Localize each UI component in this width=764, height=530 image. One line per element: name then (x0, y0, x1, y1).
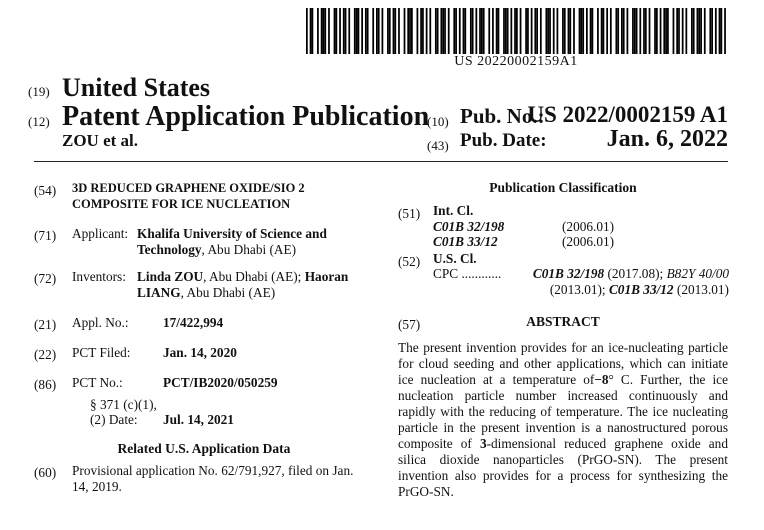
barcode-bar (324, 8, 326, 54)
barcode-bar (573, 8, 575, 54)
barcode-bar (339, 8, 341, 54)
us-cl-label: U.S. Cl. (433, 251, 477, 266)
barcode-bar (334, 8, 336, 54)
barcode-bar (507, 8, 509, 54)
inventors-label: Inventors: (72, 269, 126, 284)
barcode-bar (398, 8, 400, 54)
barcode-bar (448, 8, 450, 54)
barcode-bar (525, 8, 527, 54)
abstract-part-2: ° C. Further, the ice nucleation particle number increased continuously and rapidly with the reducing of temperature. The ice nucleating particle in the present invention is a nanostructured porous composite of (398, 372, 728, 451)
barcode-bar (510, 8, 512, 54)
abstract-heading: ABSTRACT (526, 314, 600, 329)
cpc-class-2: B82Y 40/00 (666, 266, 729, 281)
barcode-bar (693, 8, 695, 54)
barcode-bar (444, 8, 446, 54)
field-72-code: (72) (34, 271, 57, 286)
field-60-code: (60) (34, 465, 57, 480)
barcode-bar (711, 8, 713, 54)
barcode-bar (698, 8, 700, 54)
applicant-value (137, 226, 369, 258)
barcode-bar (715, 8, 717, 54)
barcode-bar (312, 8, 314, 54)
pub-no-code: (10) (427, 114, 449, 129)
barcode-bar (632, 8, 634, 54)
barcode-bar (496, 8, 498, 54)
barcode-bar (435, 8, 437, 54)
cpc-class-1: C01B 32/198 (532, 266, 605, 281)
publication-type: Patent Application Publication (62, 101, 430, 132)
barcode-bar (704, 8, 706, 54)
barcode-bar (437, 8, 439, 54)
invention-title: 3D REDUCED GRAPHENE OXIDE/SIO 2 COMPOSITE FOR ICE NUCLEATION (72, 181, 305, 211)
barcode-bar (376, 8, 378, 54)
barcode-bar (492, 8, 494, 54)
barcode-bar (580, 8, 582, 54)
field-86-code: (86) (34, 377, 57, 392)
barcode-bar (463, 8, 465, 54)
barcode-bar (564, 8, 566, 54)
barcode-bar (365, 8, 367, 54)
int-cl-class-1-date: (2006.01) (562, 219, 615, 234)
barcode-bar (464, 8, 466, 54)
barcode-bar (682, 8, 684, 54)
barcode-bar (678, 8, 680, 54)
barcode-bar (643, 8, 645, 54)
appl-no-value: 17/422,994 (163, 315, 224, 330)
header-divider (34, 161, 728, 162)
country-code: (19) (28, 84, 50, 99)
barcode-bar (557, 8, 559, 54)
barcode-bar (387, 8, 389, 54)
barcode-bar (545, 8, 547, 54)
inventors-value (137, 269, 371, 301)
cpc-class-1-date: (2017.08); (604, 266, 667, 281)
barcode-bar (531, 8, 533, 54)
barcode-bar (455, 8, 457, 54)
barcode-bar (547, 8, 549, 54)
barcode-bar (615, 8, 617, 54)
barcode-bar (306, 8, 308, 54)
barcode-bar (536, 8, 538, 54)
field-52-code: (52) (398, 254, 421, 269)
pub-date-code: (43) (427, 138, 449, 153)
barcode-bar (667, 8, 669, 54)
barcode-bar (582, 8, 584, 54)
barcode-bar (720, 8, 722, 54)
publication-type-code: (12) (28, 114, 50, 129)
country-name: United States (62, 73, 211, 102)
barcode-bar (358, 8, 360, 54)
barcode-bar (617, 8, 619, 54)
abstract-part-3: -dimensional reduced graphene oxide and silica dioxide nanoparticles (PrGO-SN). The present invention also provides for a process for synthesizing the PrGO-SN. (398, 436, 728, 499)
barcode-bar (654, 8, 656, 54)
applicant-label: Applicant: (72, 226, 129, 241)
barcode-bar (549, 8, 551, 54)
barcode-bar (323, 8, 325, 54)
barcode-bar (378, 8, 380, 54)
abstract-text (398, 340, 728, 500)
barcode-bar (514, 8, 516, 54)
barcode-bar (488, 8, 490, 54)
field-51-code: (51) (398, 206, 421, 221)
barcode-bar (586, 8, 588, 54)
pct-no-value: PCT/IB2020/050259 (163, 375, 278, 390)
barcode-bar (483, 8, 485, 54)
barcode-bar (429, 8, 431, 54)
pub-no-label: Pub. No.: (460, 104, 545, 128)
barcode-bar (498, 8, 500, 54)
cpc-prefix: CPC ............ (433, 266, 502, 281)
barcode-bar (709, 8, 711, 54)
barcode-bar (411, 8, 413, 54)
int-cl-class-2: C01B 33/12 (433, 234, 498, 249)
abstract-temperature: −8 (594, 372, 609, 387)
barcode-bar (634, 8, 636, 54)
provisional-application: Provisional application No. 62/791,927, filed on Jan. 14, 2019. (72, 463, 354, 494)
barcode-bar (389, 8, 391, 54)
publication-classification-heading: Publication Classification (489, 180, 637, 195)
barcode-bar (505, 8, 507, 54)
barcode-bar (592, 8, 594, 54)
barcode-bar (636, 8, 638, 54)
barcode-bar (335, 8, 337, 54)
barcode-bar (621, 8, 623, 54)
cpc-line-1 (433, 266, 729, 282)
barcode-bar (459, 8, 461, 54)
barcode-bar (343, 8, 345, 54)
field-21-code: (21) (34, 317, 57, 332)
barcode-bar (603, 8, 605, 54)
cpc-line-2 (433, 282, 729, 298)
barcode-bar (372, 8, 374, 54)
pub-no-value: US 2022/0002159 A1 (527, 102, 728, 127)
barcode-bar (409, 8, 411, 54)
barcode-bar (479, 8, 481, 54)
barcode-bar (356, 8, 358, 54)
barcode-bar (663, 8, 665, 54)
barcode-bar (610, 8, 612, 54)
inventors-short: ZOU et al. (62, 131, 139, 150)
barcode-bar (426, 8, 428, 54)
barcode-bar (354, 8, 356, 54)
pub-date-value: Jan. 6, 2022 (606, 126, 728, 152)
barcode-bar (649, 8, 651, 54)
barcode-bar (472, 8, 474, 54)
barcode-bar (345, 8, 347, 54)
barcode-bar (361, 8, 363, 54)
barcode-bar (597, 8, 599, 54)
barcode-bar (407, 8, 409, 54)
barcode-bar (627, 8, 629, 54)
barcode-bar (639, 8, 641, 54)
barcode-bar (540, 8, 542, 54)
appl-no-label: Appl. No.: (72, 315, 129, 330)
cpc-class-3-date: (2013.01) (673, 282, 729, 297)
barcode-bar (393, 8, 395, 54)
int-cl-class-2-date: (2006.01) (562, 234, 615, 249)
barcode-bar (481, 8, 483, 54)
barcode-bar (724, 8, 726, 54)
inventor-1: Linda ZOU (137, 269, 204, 284)
barcode-bar (367, 8, 369, 54)
barcode-bar (453, 8, 455, 54)
barcode-bar (601, 8, 603, 54)
inventor-1-location: , Abu Dhabi (AE); (203, 269, 305, 284)
field-22-code: (22) (34, 347, 57, 362)
barcode-bar (534, 8, 536, 54)
barcode-bar (503, 8, 505, 54)
barcode-bar (442, 8, 444, 54)
barcode-bar (321, 8, 323, 54)
barcode-bar (590, 8, 592, 54)
barcode-bar (562, 8, 564, 54)
inventor-2: Haoran LIANG (137, 269, 349, 300)
field-57-code: (57) (398, 317, 421, 332)
barcode-bar (404, 8, 406, 54)
abstract-part-1: The present invention provides for an ice-nucleating particle for cloud seeding and other applications, which can initiate ice nucleation at a temperature of (398, 340, 728, 387)
barcode-bar (606, 8, 608, 54)
section-371-date-value: Jul. 14, 2021 (163, 412, 234, 427)
barcode-bar (656, 8, 658, 54)
field-71-code: (71) (34, 228, 57, 243)
barcode-bar (420, 8, 422, 54)
barcode-bar (685, 8, 687, 54)
barcode-bar (382, 8, 384, 54)
barcode-bar (553, 8, 555, 54)
applicant-location: , Abu Dhabi (AE) (201, 242, 297, 257)
barcode-bar (417, 8, 419, 54)
section-371-date-label: (2) Date: (90, 412, 138, 427)
applicant-name: Khalifa University of Science and Technology (137, 226, 327, 257)
barcode-bar (700, 8, 702, 54)
barcode-bar (691, 8, 693, 54)
int-cl-class-1: C01B 32/198 (433, 219, 505, 234)
barcode-bar (475, 8, 477, 54)
cpc-class-3: C01B 33/12 (608, 282, 674, 297)
barcode-bar (697, 8, 699, 54)
field-54-code: (54) (34, 183, 57, 198)
barcode-bar (516, 8, 518, 54)
barcode-bar (579, 8, 581, 54)
abstract-dimension: 3 (479, 436, 487, 451)
barcode-number: US 20220002159A1 (454, 54, 578, 69)
int-cl-label: Int. Cl. (433, 203, 474, 218)
barcode-bar (719, 8, 721, 54)
barcode-bar (394, 8, 396, 54)
pct-filed-value: Jan. 14, 2020 (163, 345, 237, 360)
inventor-2-location: , Abu Dhabi (AE) (180, 285, 276, 300)
pub-date-label: Pub. Date: (460, 130, 547, 151)
barcode-bar (665, 8, 667, 54)
barcode-bar (660, 8, 662, 54)
barcode-bar (317, 8, 319, 54)
barcode-bar (673, 8, 675, 54)
barcode-bar (310, 8, 312, 54)
barcode-bar (568, 8, 570, 54)
barcode-bar (623, 8, 625, 54)
barcode (306, 8, 726, 54)
pct-filed-label: PCT Filed: (72, 345, 131, 360)
barcode-bar (470, 8, 472, 54)
cpc-class-2-date: (2013.01); (549, 282, 609, 297)
barcode-bar (520, 8, 522, 54)
barcode-bar (676, 8, 678, 54)
related-data-heading: Related U.S. Application Data (117, 441, 291, 456)
barcode-bar (328, 8, 330, 54)
barcode-bar (527, 8, 529, 54)
barcode-bar (422, 8, 424, 54)
barcode-bar (348, 8, 350, 54)
pct-no-label: PCT No.: (72, 375, 123, 390)
barcode-bar (569, 8, 571, 54)
section-371-label: § 371 (c)(1), (90, 397, 157, 412)
barcode-bar (645, 8, 647, 54)
barcode-bar (440, 8, 442, 54)
